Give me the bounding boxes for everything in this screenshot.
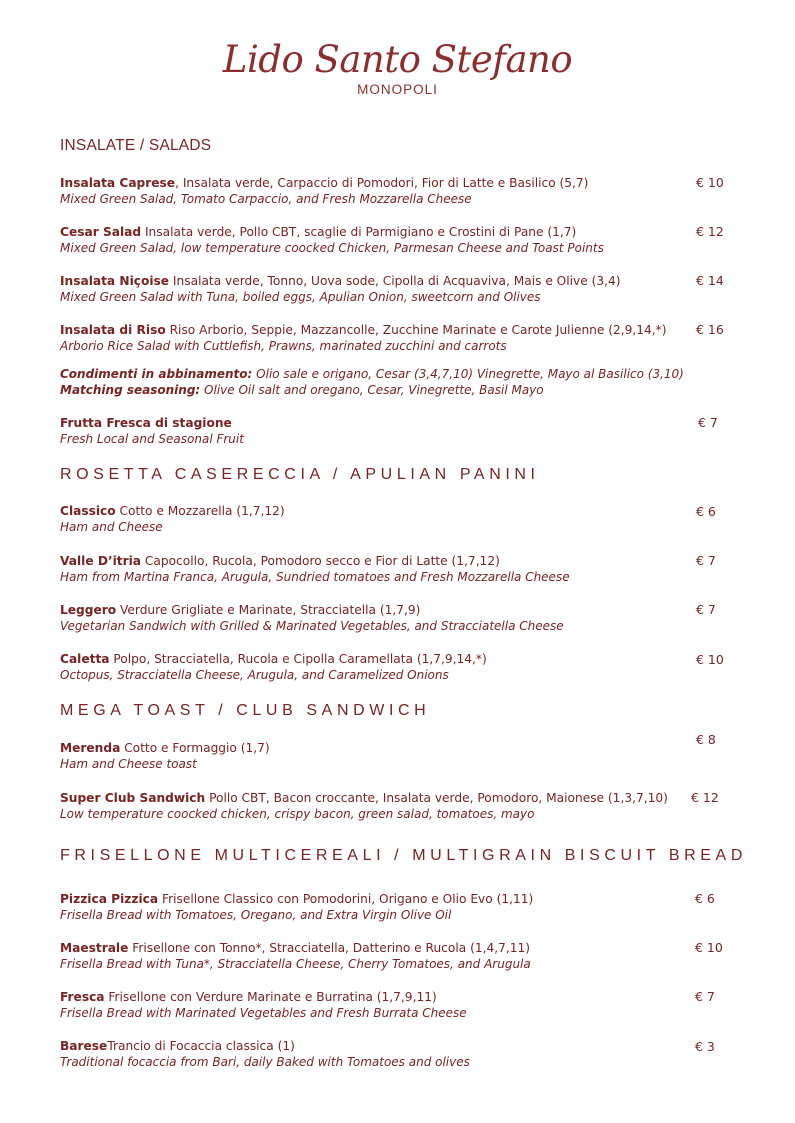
item-name: Valle D’itria [60,554,142,568]
item-price: € 8 [696,732,716,747]
condiments-label-it: Condimenti in abbinamento: [60,367,253,381]
menu-item [60,224,740,256]
item-price: € 6 [696,504,716,519]
item-description: Cotto e Formaggio (1,7) [120,741,270,755]
restaurant-city: MONOPOLI [357,82,438,97]
item-translation: Vegetarian Sandwich with Grilled & Marinated Vegetables, and Stracciatella Cheese [60,619,564,633]
item-name: Merenda [60,741,121,755]
item-description: Trancio di Focaccia classica (1) [107,1039,295,1053]
item-name: Insalata di Riso [60,323,166,337]
menu-header [0,38,795,98]
item-name: Maestrale [60,941,129,955]
item-description: Insalata verde, Pollo CBT, scaglie di Parmigiano e Crostini di Pane (1,7) [141,225,577,239]
item-price: € 7 [695,989,715,1004]
condiments-text-en: Olive Oil salt and oregano, Cesar, Vinegrette, Basil Mayo [200,383,544,397]
condiments-text-it: Olio sale e origano, Cesar (3,4,7,10) Vinegrette, Mayo al Basilico (3,10) [252,367,684,381]
condiments-label-en: Matching seasoning: [60,383,201,397]
menu-item [60,553,740,585]
menu-item [60,940,740,972]
item-name: Barese [60,1039,108,1053]
menu-item [60,740,740,772]
menu-item [60,175,740,207]
item-translation: Fresh Local and Seasonal Fruit [60,432,244,446]
item-name: Insalata Niçoise [60,274,170,288]
item-price: € 7 [698,415,718,430]
item-translation: Mixed Green Salad with Tuna, boiled eggs, Apulian Onion, sweetcorn and Olives [60,290,541,304]
restaurant-logo: Lido Santo Stefano [222,38,573,81]
item-description: Frisellone con Verdure Marinate e Burratina (1,7,9,11) [104,990,437,1004]
item-price: € 6 [695,891,715,906]
item-translation: Octopus, Stracciatella Cheese, Arugula, and Caramelized Onions [60,668,449,682]
item-price: € 7 [696,553,716,568]
item-translation: Low temperature coocked chicken, crispy bacon, green salad, tomatoes, mayo [60,807,535,821]
item-description: Verdure Grigliate e Marinate, Stracciatella (1,7,9) [116,603,421,617]
item-translation: Frisella Bread with Marinated Vegetables and Fresh Burrata Cheese [60,1006,467,1020]
item-description: Polpo, Stracciatella, Rucola e Cipolla Caramellata (1,7,9,14,*) [109,652,487,666]
menu-item [60,1038,740,1070]
section-title-panini: ROSETTA CASERECCIA / APULIAN PANINI [60,466,540,483]
item-description: Cotto e Mozzarella (1,7,12) [115,504,285,518]
item-translation: Arborio Rice Salad with Cuttlefish, Prawns, marinated zucchini and carrots [60,339,507,353]
item-name: Leggero [60,603,117,617]
item-translation: Mixed Green Salad, Tomato Carpaccio, and Fresh Mozzarella Cheese [60,192,472,206]
condiments-note [60,366,740,398]
item-price: € 7 [696,602,716,617]
menu-item [60,651,740,683]
item-description: Riso Arborio, Seppie, Mazzancolle, Zucchine Marinate e Carote Julienne (2,9,14,*) [165,323,667,337]
item-price: € 12 [691,790,719,805]
item-price: € 10 [695,940,723,955]
item-name: Frutta Fresca di stagione [60,416,232,430]
item-name: Classico [60,504,116,518]
item-translation: Ham and Cheese [60,520,163,534]
menu-item [60,602,740,634]
item-translation: Mixed Green Salad, low temperature coocked Chicken, Parmesan Cheese and Toast Points [60,241,604,255]
item-name: Caletta [60,652,110,666]
item-translation: Ham and Cheese toast [60,757,197,771]
menu-item [60,503,740,535]
item-translation: Frisella Bread with Tomatoes, Oregano, and Extra Virgin Olive Oil [60,908,452,922]
item-translation: Ham from Martina Franca, Arugula, Sundried tomatoes and Fresh Mozzarella Cheese [60,570,570,584]
menu-item [60,415,740,447]
item-description: Frisellone con Tonno*, Stracciatella, Datterino e Rucola (1,4,7,11) [128,941,530,955]
item-name: Fresca [60,990,105,1004]
item-translation: Frisella Bread with Tuna*, Stracciatella Cheese, Cherry Tomatoes, and Arugula [60,957,531,971]
item-price: € 12 [696,224,724,239]
item-translation: Traditional focaccia from Bari, daily Baked with Tomatoes and olives [60,1055,470,1069]
menu-item [60,322,740,354]
menu-item [60,273,740,305]
section-title-salads: INSALATE / SALADS [60,137,212,154]
item-price: € 14 [696,273,724,288]
item-name: Super Club Sandwich [60,791,206,805]
item-description: Frisellone Classico con Pomodorini, Origano e Olio Evo (1,11) [158,892,534,906]
item-description: Pollo CBT, Bacon croccante, Insalata verde, Pomodoro, Maionese (1,3,7,10) [205,791,668,805]
item-description: Insalata verde, Tonno, Uova sode, Cipolla di Acquaviva, Mais e Olive (3,4) [169,274,621,288]
item-price: € 16 [696,322,724,337]
item-name: Insalata Caprese [60,176,176,190]
item-price: € 10 [696,652,724,667]
menu-item [60,790,740,822]
section-title-toast: MEGA TOAST / CLUB SANDWICH [60,702,431,719]
item-price: € 3 [695,1039,715,1054]
item-price: € 10 [696,175,724,190]
item-description: , Insalata verde, Carpaccio di Pomodori, Fior di Latte e Basilico (5,7) [175,176,589,190]
section-title-frisellone: FRISELLONE MULTICEREALI / MULTIGRAIN BISCUIT BREAD [60,847,747,864]
menu-item [60,989,740,1021]
menu-item [60,891,740,923]
item-name: Cesar Salad [60,225,142,239]
item-description: Capocollo, Rucola, Pomodoro secco e Fior di Latte (1,7,12) [141,554,500,568]
item-name: Pizzica Pizzica [60,892,159,906]
